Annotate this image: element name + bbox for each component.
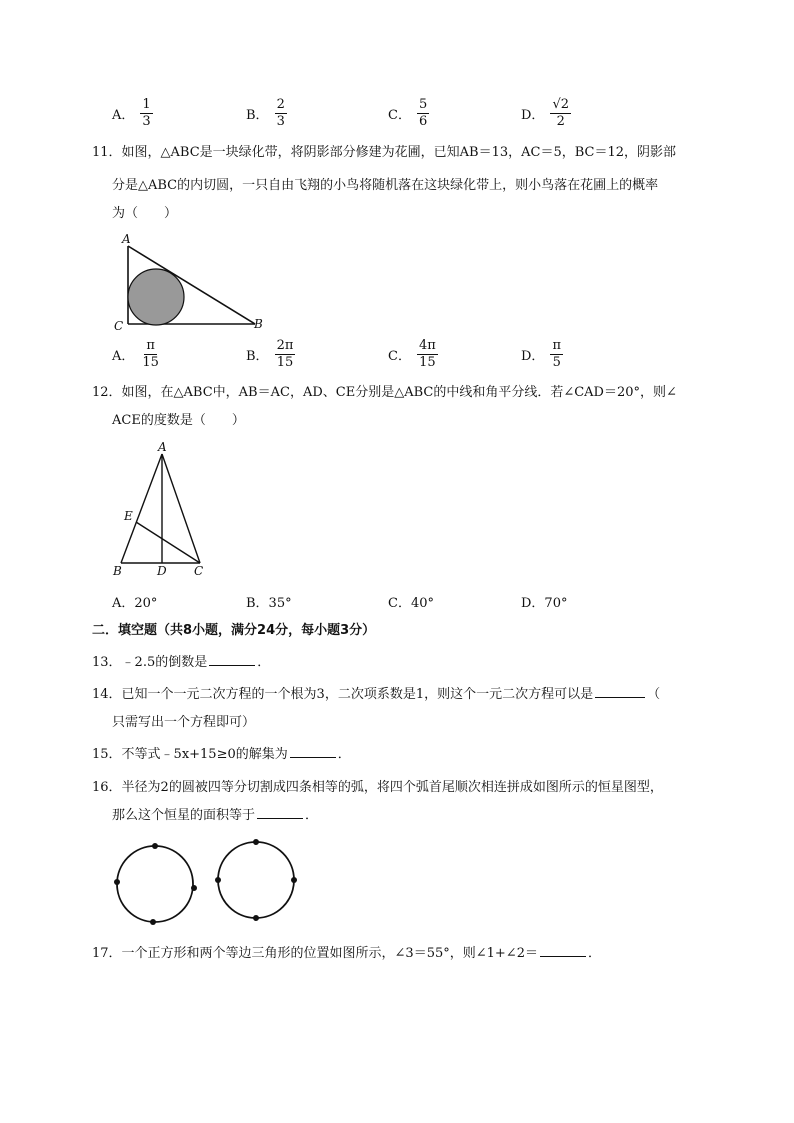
circle [117, 846, 193, 922]
q15-prompt: 15．不等式﹣5x+15≥0的解集为 [92, 747, 288, 762]
fraction [417, 339, 438, 369]
denominator: 6 [418, 113, 428, 129]
label-c: C [194, 564, 204, 578]
fraction [275, 98, 287, 128]
circle-point-bottom [150, 919, 156, 925]
q10-option-c[interactable] [388, 98, 429, 128]
incircle-shaded [128, 269, 184, 325]
star-point-right [291, 877, 297, 883]
q17-prompt: 17．一个正方形和两个等边三角形的位置如图所示，∠3＝55°，则∠1+∠2＝ [92, 946, 538, 961]
q10-option-d[interactable] [521, 98, 571, 128]
q16-text-line2 [112, 806, 318, 826]
option-letter: B． [246, 348, 269, 364]
q14-answer-blank[interactable] [595, 685, 645, 698]
q17-end: ． [587, 946, 601, 961]
star-shape [218, 842, 294, 918]
fraction [417, 98, 429, 128]
q11-option-d[interactable] [521, 339, 563, 369]
numerator: 5 [418, 97, 428, 112]
label-c: C [114, 319, 124, 333]
denominator: 2 [556, 113, 565, 129]
label-b: B [113, 564, 122, 578]
denominator: 15 [276, 354, 294, 370]
numerator: π [552, 338, 561, 353]
fraction [550, 98, 571, 128]
numerator: 1 [142, 97, 151, 112]
q16-text-line1: 16．半径为2的圆被四等分切割成四条相等的弧，将四个弧首尾顺次相连拼成如图所示的恒星图型， [92, 780, 663, 795]
q11-text-line3: 为（ ） [112, 206, 178, 221]
q16-prompt: 那么这个恒星的面积等于 [112, 808, 256, 823]
denominator: 15 [142, 354, 159, 370]
q13-prompt: 13．﹣2.5的倒数是 [92, 655, 208, 670]
numerator: π [146, 338, 155, 353]
circle-point-top [152, 843, 158, 849]
q17-answer-blank[interactable] [540, 944, 586, 957]
q15-end: ． [337, 747, 351, 762]
star-point-top [253, 839, 259, 845]
q16-circle-star-figure [108, 838, 308, 930]
q13-end: ． [257, 655, 271, 670]
option-letter: C． [388, 107, 411, 123]
q10-option-b[interactable] [246, 98, 287, 128]
denominator: 15 [419, 354, 436, 370]
label-a: A [158, 440, 167, 454]
section-heading-fill-in: 二．填空题（共8小题，满分24分，每小题3分） [92, 623, 376, 638]
option-letter: D． [521, 348, 545, 364]
numerator: √2 [552, 97, 569, 112]
label-e: E [124, 509, 133, 523]
option-letter: A． [112, 348, 135, 364]
q12-option-a[interactable]: A．20° [112, 596, 158, 611]
q14-text-line1 [92, 685, 660, 705]
option-letter: A． [112, 107, 135, 123]
q15-text [92, 745, 351, 765]
fraction [140, 98, 152, 128]
q11-option-c[interactable] [388, 339, 438, 369]
bisector-ce [136, 522, 200, 563]
q12-text-line1: 12．如图，在△ABC中，AB＝AC，AD、CE分别是△ABC的中线和角平分线．若∠CAD＝20°，则∠ [92, 385, 677, 400]
q11-option-a[interactable] [112, 339, 161, 369]
q14-prompt: 14．已知一个一元二次方程的一个根为3，二次项系数是1，则这个一元二次方程可以是 [92, 687, 594, 702]
q12-text-line2: ACE的度数是（ ） [112, 413, 245, 428]
option-letter: C． [388, 348, 411, 364]
fraction [140, 339, 161, 369]
label-d: D [157, 564, 167, 578]
q12-option-c[interactable]: C．40° [388, 596, 434, 611]
q16-end: ． [305, 808, 319, 823]
q16-answer-blank[interactable] [257, 806, 303, 819]
q14-text-line2: 只需写出一个方程即可） [112, 715, 256, 730]
q13-text [92, 653, 270, 673]
numerator: 2 [276, 97, 285, 112]
q11-text-line2: 分是△ABC的内切圆，一只自由飞翔的小鸟将随机落在这块绿化带上，则小鸟落在花圃上的概率 [112, 178, 659, 193]
q13-answer-blank[interactable] [209, 653, 255, 666]
q14-end: （ [647, 687, 661, 702]
star-point-bottom [253, 915, 259, 921]
star-point-left [215, 877, 221, 883]
q17-text [92, 944, 601, 964]
q12-triangle-figure [108, 440, 218, 580]
q10-option-a[interactable] [112, 98, 153, 128]
denominator: 3 [142, 113, 151, 129]
q15-answer-blank[interactable] [290, 745, 336, 758]
fraction [275, 339, 296, 369]
q11-triangle-figure [108, 230, 268, 335]
q12-option-d[interactable]: D．70° [521, 596, 568, 611]
q12-option-b[interactable]: B．35° [246, 596, 292, 611]
option-letter: D． [521, 107, 545, 123]
denominator: 5 [552, 354, 561, 370]
circle-point-right [191, 885, 197, 891]
q11-text-line1: 11．如图，△ABC是一块绿化带，将阴影部分修建为花圃，已知AB＝13，AC＝5，BC＝12，阴影部 [92, 145, 677, 160]
fraction [550, 339, 563, 369]
denominator: 3 [276, 113, 285, 129]
label-b: B [254, 317, 263, 331]
q11-option-b[interactable] [246, 339, 295, 369]
circle-point-left [114, 879, 120, 885]
numerator: 2π [276, 338, 294, 353]
option-letter: B． [246, 107, 269, 123]
side-ac [162, 454, 200, 563]
label-a: A [122, 232, 131, 246]
numerator: 4π [418, 338, 436, 353]
